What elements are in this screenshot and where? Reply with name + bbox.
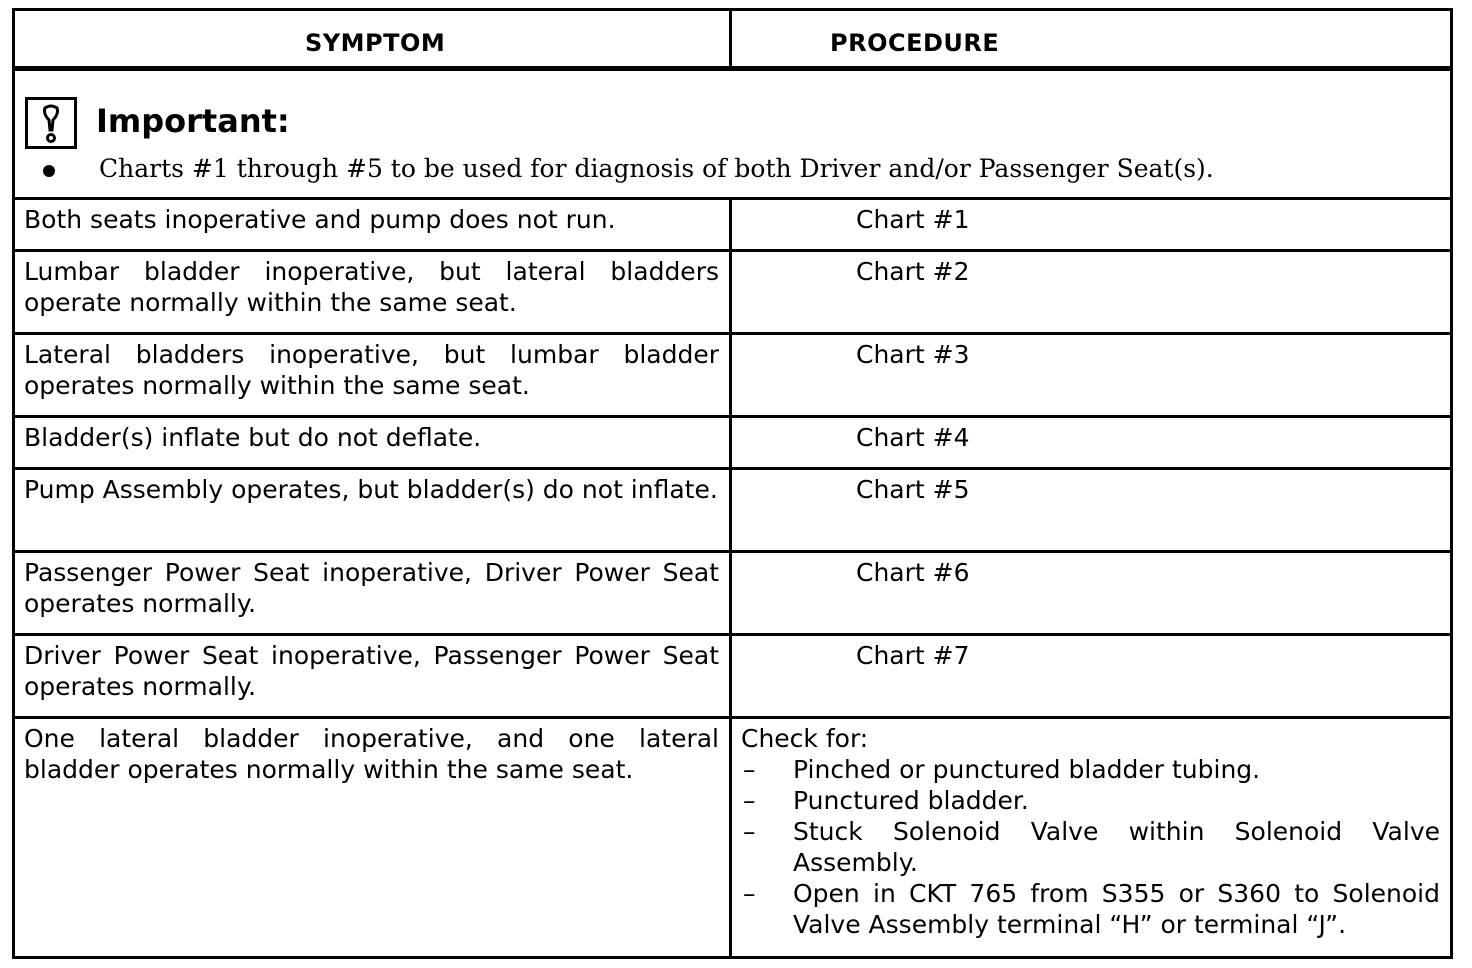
symptom-cell: Lumbar bladder inoperative, but lateral bladders operate normally within the same seat. bbox=[15, 252, 732, 332]
dash-marker: – bbox=[743, 786, 756, 815]
procedure-cell: Chart #1 bbox=[856, 205, 970, 234]
table-row bbox=[15, 636, 1450, 719]
table-row bbox=[15, 719, 1450, 956]
symptom-cell: Both seats inoperative and pump does not run. bbox=[15, 200, 732, 249]
symptom-cell: Driver Power Seat inoperative, Passenger Power Seat operates normally. bbox=[15, 636, 732, 716]
table-header bbox=[15, 11, 1450, 71]
list-item bbox=[741, 754, 1440, 785]
list-item bbox=[741, 816, 1440, 878]
important-note bbox=[15, 71, 1450, 200]
procedure-cell: Chart #4 bbox=[856, 423, 970, 452]
list-item bbox=[741, 878, 1440, 940]
symptom-cell: One lateral bladder inoperative, and one lateral bladder operates normally within the same seat. bbox=[15, 719, 732, 956]
procedure-column-header: PROCEDURE bbox=[830, 29, 1000, 57]
check-text: Punctured bladder. bbox=[793, 786, 1029, 815]
check-text: Stuck Solenoid Valve within Solenoid Valve Assembly. bbox=[793, 817, 1440, 877]
dash-marker: – bbox=[743, 755, 756, 784]
table-row bbox=[15, 553, 1450, 636]
dash-marker: – bbox=[743, 879, 756, 908]
check-for-label: Check for: bbox=[741, 724, 869, 753]
table-row bbox=[15, 418, 1450, 470]
important-title: Important: bbox=[96, 102, 290, 140]
symptom-cell: Passenger Power Seat inoperative, Driver Power Seat operates normally. bbox=[15, 553, 732, 633]
procedure-cell: Chart #6 bbox=[856, 558, 970, 587]
check-text: Open in CKT 765 from S355 or S360 to Solenoid Valve Assembly terminal “H” or terminal “J”. bbox=[793, 879, 1440, 939]
procedure-cell: Chart #7 bbox=[856, 641, 970, 670]
procedure-cell: Chart #3 bbox=[856, 340, 970, 369]
table-row bbox=[15, 200, 1450, 252]
procedure-cell: Chart #2 bbox=[856, 257, 970, 286]
check-text: Pinched or punctured bladder tubing. bbox=[793, 755, 1261, 784]
table-row bbox=[15, 470, 1450, 553]
table-row bbox=[15, 252, 1450, 335]
symptom-column-header: SYMPTOM bbox=[15, 11, 732, 66]
list-item bbox=[741, 785, 1440, 816]
table-row bbox=[15, 335, 1450, 418]
symptom-cell: Bladder(s) inflate but do not deflate. bbox=[15, 418, 732, 467]
bullet-icon bbox=[43, 165, 55, 177]
important-text: Charts #1 through #5 to be used for diagnosis of both Driver and/or Passenger Seat(s). bbox=[99, 154, 1214, 183]
procedure-cell bbox=[732, 719, 1450, 956]
dash-marker: – bbox=[743, 817, 756, 846]
symptom-cell: Pump Assembly operates, but bladder(s) do not inflate. bbox=[15, 470, 732, 550]
procedure-cell: Chart #5 bbox=[856, 475, 970, 504]
important-icon bbox=[25, 97, 77, 149]
symptom-cell: Lateral bladders inoperative, but lumbar bladder operates normally within the same seat. bbox=[15, 335, 732, 415]
diagnosis-table bbox=[12, 8, 1453, 959]
